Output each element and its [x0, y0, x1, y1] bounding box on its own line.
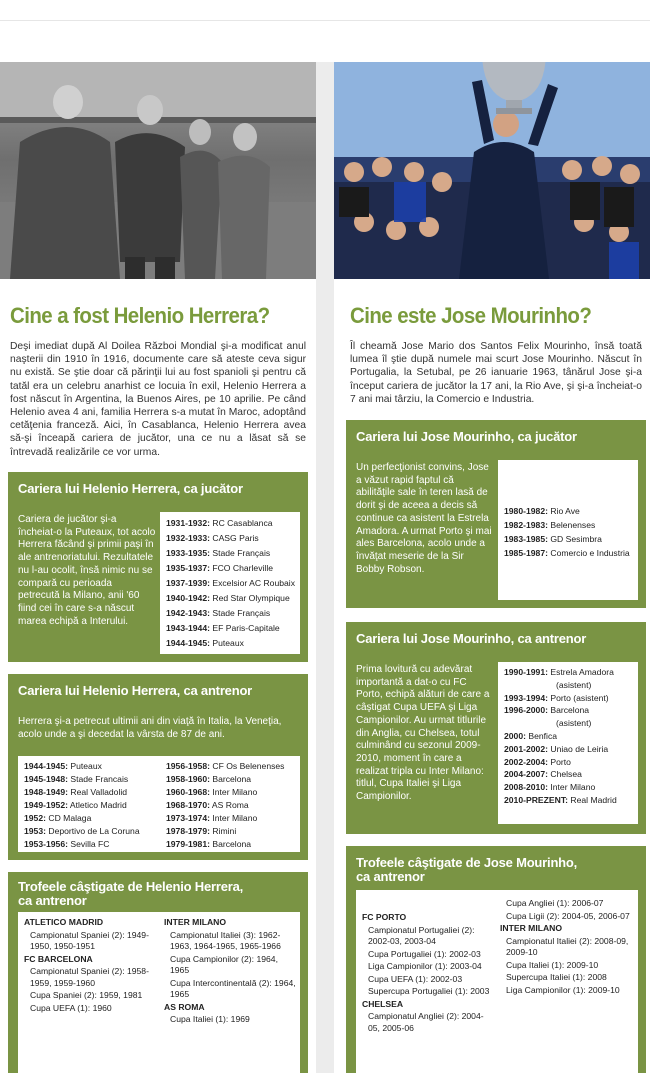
club-entry — [166, 813, 257, 823]
club-name: RC Casablanca — [209, 518, 273, 528]
herrera-player-clubs — [160, 512, 300, 654]
club-entry — [504, 520, 595, 530]
club-name: Real Madrid — [568, 795, 617, 805]
club-entry — [166, 593, 290, 603]
trophy-club-heading: ATLETICO MADRID — [24, 917, 104, 927]
trophy-entry: Cupa UEFA (1): 2002-03 — [368, 973, 463, 984]
club-name: CF Os Belenenses — [209, 761, 285, 771]
trophy-entry: Cupa Italiei (1): 2009-10 — [506, 959, 599, 970]
club-name: AS Roma — [209, 800, 249, 810]
club-entry — [166, 774, 251, 784]
trophy-club-heading: INTER MILANO — [164, 917, 227, 927]
club-name: Uniao de Leiria — [547, 743, 609, 754]
club-name: Deportivo de La Coruna — [45, 826, 140, 836]
club-name: Stade Francais — [67, 774, 129, 784]
herrera-photo — [0, 62, 316, 279]
club-entry — [504, 705, 589, 715]
club-entry — [24, 826, 140, 836]
mourinho-photo — [334, 62, 650, 279]
club-name: Stade Français — [209, 608, 271, 618]
club-years: 1940-1942: — [166, 593, 210, 603]
club-years: 1948-1949: — [24, 787, 68, 797]
club-years: 2000: — [504, 731, 526, 741]
mourinho-trophies-list — [356, 890, 638, 1073]
club-years: 1935-1937: — [166, 563, 210, 573]
trophy-entry: Campionatul Spaniei (2): 1958-1959, 1959-1960 — [30, 966, 149, 988]
club-entry — [24, 761, 102, 771]
club-name: EF Paris-Capitale — [209, 623, 280, 633]
club-years: 1979-1981: — [166, 839, 210, 849]
herrera-coach-box — [8, 674, 308, 860]
club-years: 1993-1994: — [504, 692, 548, 703]
club-entry — [166, 826, 236, 836]
club-years: 1960-1968: — [166, 787, 210, 797]
page-header — [0, 0, 650, 62]
club-entry — [166, 800, 249, 810]
club-years: 1978-1979: — [166, 826, 210, 836]
club-years: 1931-1932: — [166, 518, 210, 528]
herrera-player-title: Cariera lui Helenio Herrera, ca jucător — [18, 481, 243, 496]
club-years: 1985-1987: — [504, 548, 548, 558]
club-note: (asistent) — [556, 718, 592, 729]
club-name: Porto — [547, 756, 571, 767]
club-name: Red Star Olympique — [209, 593, 290, 603]
club-years: 1990-1991: — [504, 667, 548, 677]
trophy-entry: Cupa Spaniei (2): 1959, 1981 — [30, 990, 143, 1000]
club-name: Excelsior AC Roubaix — [209, 578, 295, 588]
mourinho-trophies-title-line-2: ca antrenor — [356, 869, 425, 884]
herrera-trophies-title-line-1: Trofeele câştigate de Helenio Herrera, — [18, 879, 244, 894]
club-entry — [24, 787, 127, 797]
club-years: 1944-1945: — [24, 761, 68, 771]
club-years: 1937-1939: — [166, 578, 210, 588]
club-entry — [166, 533, 259, 543]
club-years: 1952: — [24, 813, 46, 823]
club-entry — [504, 757, 571, 767]
club-entry — [504, 667, 614, 677]
trophy-entry: Cupa Italiei (1): 1969 — [170, 1014, 250, 1024]
trophy-entry: Liga Campionilor (1): 2003-04 — [368, 961, 482, 971]
club-entry — [504, 744, 608, 754]
club-years: 1996-2000: — [504, 705, 548, 716]
trophy-entry: Supercupa Italiei (1): 2008 — [506, 972, 607, 982]
trophy-entry: Campionatul Spaniei (2): 1949-1950, 1950-1951 — [30, 929, 149, 951]
club-name: Puteaux — [209, 638, 244, 648]
club-entry — [504, 693, 609, 703]
club-entry — [24, 800, 127, 810]
herrera-column — [0, 62, 316, 1073]
club-name: Benfica — [525, 731, 558, 741]
club-name: Rio Ave — [547, 506, 580, 516]
club-years: 2010-PREZENT: — [504, 795, 568, 805]
club-name: Real Valladolid — [67, 787, 128, 797]
club-name: GD Sesimbra — [547, 534, 602, 544]
club-name: Inter Milano — [209, 813, 258, 823]
trophy-entry: Cupa Angliei (1): 2006-07 — [506, 898, 604, 908]
club-entry — [504, 506, 580, 516]
club-years: 1980-1982: — [504, 506, 548, 516]
mourinho-trophies-box — [346, 846, 646, 1073]
club-entry — [166, 518, 273, 528]
herrera-coach-text: Herrera şi-a petrecut ultimii ani din viaţă în Italia, la Veneţia, acolo unde a şi decedat la vârsta de 87 de ani. — [18, 716, 282, 740]
club-entry — [166, 578, 295, 588]
mourinho-photo-image — [334, 62, 650, 279]
club-entry — [24, 774, 128, 784]
trophy-entry: Supercupa Portugaliei (1): 2003 — [368, 986, 490, 996]
club-years: 1956-1958: — [166, 761, 210, 771]
header-rule — [0, 20, 650, 21]
club-entry — [504, 769, 582, 779]
club-name: Estrela Amadora — [547, 667, 614, 677]
club-years: 1943-1944: — [166, 623, 210, 633]
club-name: Rimini — [209, 826, 237, 836]
trophy-club-heading: FC PORTO — [362, 912, 407, 922]
club-years: 1973-1974: — [166, 813, 210, 823]
club-name: Sevilla FC — [67, 839, 110, 849]
club-years: 1949-1952: — [24, 800, 68, 810]
club-entry — [504, 795, 617, 805]
club-entry — [504, 782, 595, 792]
club-entry — [166, 761, 284, 771]
herrera-intro: Deşi imediat după Al Doilea Război Mondial şi-a modificat anul naşterii din 1910 în 1916, documente care să ateste ceva sigur nu există. Se ştie doar că părinţii lui au fost spanioli şi pentru că tatăl era un celebru anarhist ce locuia în exil, Helenio Herrera a fost născut în Argentina, la Buenos Aires, pe 10 aprilie. Pe când Helenio avea 4 ani, familia Herrera s-a mutat în Maroc, adoptând cetăţenia franceză. Aici, în Casablanca, Helenio Herrera avea să-şi înceapă cariera de jucător, una ce nu a lăsat să se întrevadă realizările ce vor urma. — [10, 341, 306, 458]
club-years: 2004-2007: — [504, 769, 548, 780]
mourinho-coach-clubs — [498, 662, 638, 824]
trophy-entry: Campionatul Italiei (2): 2008-09, 2009-10 — [506, 935, 629, 957]
mourinho-trophies-title — [356, 856, 577, 884]
herrera-player-text: Cariera de jucător şi-a încheiat-o la Puteaux, tot acolo Herrera făcând şi primii paşi în ale antrenoriatului. Rezultatele nu l-au ocolit, însă nimic nu se compară cu perioada petrecută la Milano, anii '60 fiind cei în care s-a născut marea echipă a Interului. — [18, 514, 156, 627]
club-name: Inter Milano — [547, 782, 596, 793]
club-name: Inter Milano — [209, 787, 258, 797]
club-entry — [166, 623, 280, 633]
club-name: Barcelona — [209, 774, 252, 784]
club-note: (asistent) — [556, 679, 592, 690]
herrera-player-box — [8, 472, 308, 662]
trophy-entry: Cupa Campionilor (2): 1964, 1965 — [170, 953, 278, 975]
club-name: Porto (asistent) — [547, 692, 609, 703]
club-name: CASG Paris — [209, 533, 259, 543]
trophy-entry: Campionatul Portugaliei (2): 2002-03, 2003-04 — [368, 924, 475, 946]
club-years: 1953: — [24, 826, 46, 836]
club-years: 1968-1970: — [166, 800, 210, 810]
mourinho-player-clubs — [498, 460, 638, 600]
club-entry — [24, 813, 91, 823]
club-entry — [166, 608, 270, 618]
club-years: 1982-1983: — [504, 520, 548, 530]
trophy-entry: Cupa Intercontinentală (2): 1964, 1965 — [170, 977, 296, 999]
club-years: 1958-1960: — [166, 774, 210, 784]
club-years: 1944-1945: — [166, 638, 210, 648]
trophy-club-heading: AS ROMA — [164, 1001, 205, 1012]
club-years: 1953-1956: — [24, 839, 68, 849]
mourinho-player-text: Un perfecţionist convins, Jose a văzut rapid faptul că abilităţile sale în teren lasă de dorit şi de aceea a decis să continue ca asistent la Estrela Amadora. A urmat Porto şi mai ales Barcelona, acolo unde a învăţat meserie de la Sir Bobby Robson. — [356, 462, 492, 575]
trophy-entry: Campionatul Angliei (2): 2004-05, 2005-06 — [368, 1011, 484, 1033]
herrera-heading: Cine a fost Helenio Herrera? — [10, 303, 270, 328]
club-entry — [504, 534, 602, 544]
club-entry — [166, 787, 257, 797]
club-years: 1933-1935: — [166, 548, 210, 558]
club-name: Barcelona — [209, 839, 252, 849]
herrera-trophies-list — [18, 912, 300, 1073]
trophy-entry: Cupa Portugaliei (1): 2002-03 — [368, 948, 481, 959]
club-entry — [504, 548, 630, 558]
club-name: Barcelona — [547, 705, 590, 716]
herrera-trophies-title-line-2: ca antrenor — [18, 893, 87, 908]
club-years: 2008-2010: — [504, 782, 548, 793]
club-years: 1942-1943: — [166, 608, 210, 618]
club-entry — [166, 563, 273, 573]
mourinho-player-title: Cariera lui Jose Mourinho, ca jucător — [356, 429, 577, 444]
club-years: 1932-1933: — [166, 533, 210, 543]
mourinho-heading: Cine este Jose Mourinho? — [350, 303, 592, 328]
trophy-club-heading: FC BARCELONA — [24, 953, 93, 964]
mourinho-coach-title: Cariera lui Jose Mourinho, ca antrenor — [356, 631, 587, 646]
mourinho-intro: Îl cheamă Jose Mario dos Santos Felix Mourinho, însă toată lumea îl ştie după numele mai scurt Jose Mourinho. Născut în Portugalia, la Setubal, pe 26 ianuarie 1963, tânărul Jose şi-a început cariera de jucător la 17 ani, la Rio Ave, şi şi-a încheiat-o 7 ani mai târziu, la Comercio e Industria. — [350, 341, 642, 405]
club-name: Stade Français — [209, 548, 271, 558]
trophy-club-heading: CHELSEA — [362, 998, 404, 1009]
mourinho-player-box — [346, 420, 646, 608]
club-name: Chelsea — [547, 769, 582, 780]
herrera-trophies-title — [18, 880, 243, 908]
club-entry — [166, 548, 270, 558]
club-name: Comercio e Industria — [547, 548, 630, 558]
club-entry — [24, 839, 110, 849]
herrera-coach-clubs — [18, 756, 300, 852]
herrera-photo-image — [0, 62, 316, 279]
trophy-club-heading: INTER MILANO — [500, 923, 563, 933]
trophy-entry: Cupa Ligii (2): 2004-05, 2006-07 — [506, 910, 630, 921]
herrera-trophies-box — [8, 872, 308, 1073]
mourinho-coach-box — [346, 622, 646, 834]
club-name: Atletico Madrid — [67, 800, 127, 810]
club-years: 2001-2002: — [504, 743, 548, 754]
club-entry — [504, 731, 557, 741]
club-name: Puteaux — [67, 761, 102, 771]
trophy-entry: Cupa UEFA (1): 1960 — [30, 1002, 112, 1013]
mourinho-trophies-title-line-1: Trofeele câştigate de Jose Mourinho, — [356, 855, 578, 870]
club-years: 1983-1985: — [504, 534, 548, 544]
club-entry — [166, 839, 251, 849]
club-years: 2002-2004: — [504, 756, 548, 767]
club-name: CD Malaga — [45, 813, 92, 823]
club-years: 1945-1948: — [24, 774, 68, 784]
club-entry — [166, 638, 244, 648]
trophy-entry: Campionatul Italiei (3): 1962-1963, 1964-1965, 1965-1966 — [170, 929, 281, 951]
mourinho-column — [334, 62, 650, 1073]
mourinho-coach-text: Prima lovitură cu adevărat importantă a dat-o cu FC Porto, echipă alături de care a câştigat Cupa UEFA şi Liga Campionilor. Au urmat titlurile din Anglia, cu Chelsea, totul culminând cu sezonul 2009-2010, moment în care a realizat tripla cu Inter Milano: titlul, Cupa Italiei şi Liga Campionilor. — [356, 664, 490, 803]
herrera-coach-title: Cariera lui Helenio Herrera, ca antrenor — [18, 683, 253, 698]
column-gutter — [316, 62, 334, 1073]
club-name: Belenenses — [547, 520, 596, 530]
trophy-entry: Liga Campionilor (1): 2009-10 — [506, 984, 620, 995]
club-name: FCO Charleville — [209, 563, 274, 573]
